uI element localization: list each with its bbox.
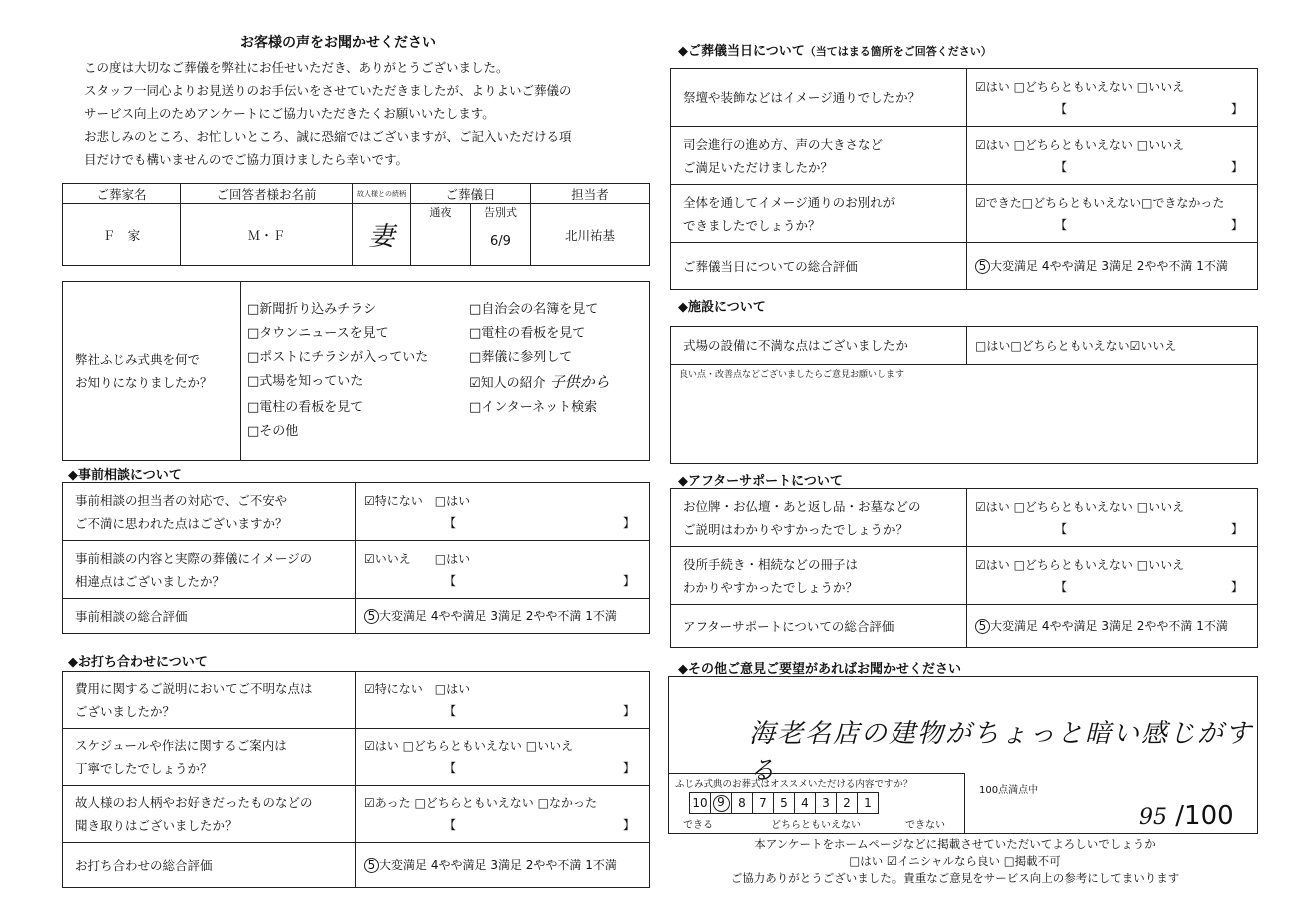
info-table: ご葬家名 ご回答者様お名前 故人様との続柄 ご葬儀日 担当者 Ｆ 家 Ｍ・Ｆ 妻 通夜 告別式 6/9 北川祐基 [62,183,650,266]
family-name: Ｆ 家 [63,204,181,266]
after-heading: ◆アフターサポートについて [678,474,843,489]
day-heading: ◆ご葬儀当日について（当てはまる箇所をご回答ください） [678,44,992,59]
other-heading: ◆その他ご意見ご要望があればお聞かせください [678,662,961,677]
meeting-heading: ◆お打ち合わせについて [68,655,208,670]
score-row: 10 9 8 7 5 4 3 2 1 [689,792,879,814]
day-table: 祭壇や装飾などはイメージ通りでしたか？ ☑はい □どちらともいえない □いいえ 【 】 司会進行の進め方、声の大きさなど ご満足いただけましたか？ ☑はい □どちらともいえない □いいえ 【 】 全体を通してイメージ通りのお別れが できましたでしょうか？ ☑できた□どちらともいえない□できなかった 【 】 ご葬儀当日についての総合評価 5 大変満足 4やや満足 3満足 2やや不満 1不満 [670,68,1258,290]
handwritten-note: 子供から [549,373,610,391]
after-table: お位牌・お仏壇・あと返し品・お墓などの ご説明はわかりやすかったでしょうか？ ☑はい □どちらともいえない □いいえ 【 】 役所手続き・相続などの冊子は わかりやすかったでしょうか？ ☑はい □どちらともいえない □いいえ 【 】 アフターサポートについての総合評価 5 大変満足 4やや満足 3満足 2やや不満 1不満 [670,488,1258,648]
pre-consult-heading: ◆事前相談について [68,468,182,483]
funeral-date: 6/9 [490,234,511,249]
other-box: 海老名店の建物がちょっと暗い感じがする ふじみ式典のお葬式はオススメいただける内容ですか？ 10 9 8 7 5 4 3 2 1 できる どちらともいえない できない 100点満点中 95 /100 [668,676,1258,834]
intro-text: この度は大切なご葬儀を弊社にお任せいただき、ありがとうございました。 スタッフ一同心よりお見送りのお手伝いをさせていただきましたが、よりよいご葬儀の サービス向上のためアンケートにご協力いただきたくお願いいたします。 お悲しみのところ、お忙しいところ、誠に恐縮ではございますが、ご記入いただける項 目だけでも構いませんのでご協力頂けましたら幸いです。 [84,60,572,167]
relation: 妻 [353,204,411,266]
staff-name: 北川祐基 [531,204,650,266]
how-know-table: 弊社ふじみ式典を何で お知りになりましたか？ □新聞折り込みチラシ □自治会の名簿を見て □タウンニュースを見て □電柱の看板を見て □ポストにチラシが入っていた □葬儀に参列して □式場を知っていた ☑知人の紹介 子供から □電柱の看板を見て □インターネット検索 □その他 [62,281,650,461]
meeting-table: 費用に関するご説明においてご不明な点は ございましたか？ ☑特にない □はい 【 】 スケジュールや作法に関するご案内は 丁寧でしたでしょうか？ ☑はい □どちらともいえない □いいえ 【 】 故人様のお人柄やお好きだったものなどの 聞き取りはございましたか？ ☑あった □どちらともいえない □なかった 【 】 お打ち合わせの総合評価 5 大変満足 4やや満足 3満足 2やや不満 1不満 [62,671,650,888]
pre-consult-table: 事前相談の担当者の対応で、ご不安や ご不満に思われた点はございますか？ ☑特にない □はい 【 】 事前相談の内容と実際の葬儀にイメージの 相違点はございましたか？ ☑いいえ □はい 【 】 事前相談の総合評価 5 大変満足 4やや満足 3満足 2やや不満 1不満 [62,482,650,634]
footer: 本アンケートをホームページなどに掲載させていただいてよろしいでしょうか □はい ☑イニシャルなら良い □掲載不可 ご協力ありがとうございました。貴重なご意見をサービス向上の参考にしてまいります [730,837,1180,885]
facility-table: 式場の設備に不満な点はございましたか □はい□どちらともいえない☑いいえ 良い点・改善点などございましたらご意見お願いします [670,326,1258,464]
facility-heading: ◆施設について [678,300,766,315]
survey-title: お客様の声をお聞かせください [240,35,436,51]
handwritten-comment: 海老名店の建物がちょっと暗い感じがする [749,719,1254,786]
recommend-box: ふじみ式典のお葬式はオススメいただける内容ですか？ 10 9 8 7 5 4 3 2 1 できる どちらともいえない できない [669,773,965,833]
facility-comment: 良い点・改善点などございましたらご意見お願いします [671,365,1258,464]
respondent-name: Ｍ・Ｆ [181,204,353,266]
total-score: 95 /100 [1139,801,1234,831]
